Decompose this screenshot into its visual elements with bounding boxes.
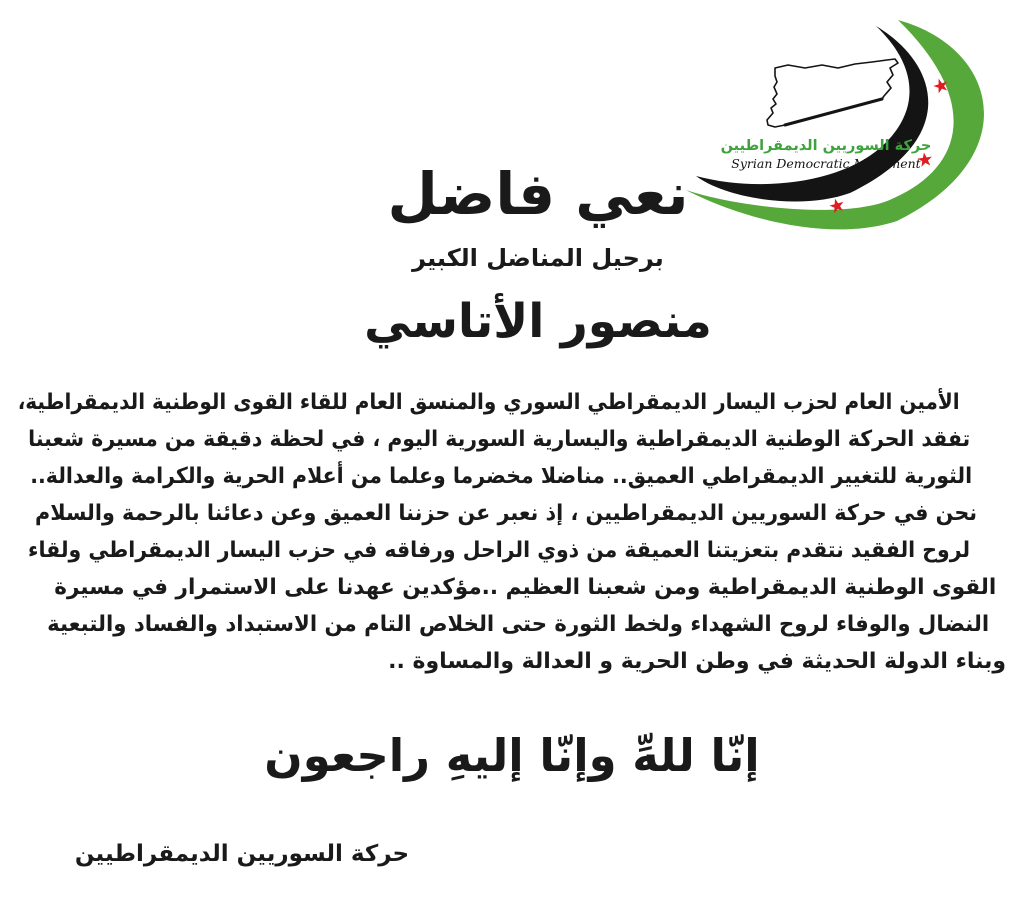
subtitle: برحيل المناضل الكبير xyxy=(412,244,664,272)
body-line: لروح الفقيد نتقدم بتعزيتنا العميقة من ذوي الراحل ورفاقه في حزب اليسار الديمقراطي ولقاء xyxy=(27,538,970,563)
body-line: النضال والوفاء لروح الشهداء ولخط الثورة حتى الخلاص التام من الاستبداد والفساد والتبعية xyxy=(46,612,989,637)
obituary-body xyxy=(17,384,1006,680)
body-line: تفقد الحركة الوطنية الديمقراطية واليسارية السورية اليوم ، في لحظة دقيقة من مسيرة شعبنا xyxy=(27,427,970,452)
body-line: القوى الوطنية الديمقراطية ومن شعبنا العظيم ..مؤكدين عهدنا على الاستمرار في مسيرة xyxy=(54,575,997,600)
signature: حركة السوريين الديمقراطيين xyxy=(74,841,410,867)
syria-map-icon xyxy=(767,59,898,127)
body-line: الثورية للتغيير الديمقراطي العميق.. مناضلا مخضرما وعلما من أعلام الحرية والكرامة والعدالة.. xyxy=(29,464,972,489)
body-line: نحن في حركة السوريين الديمقراطيين ، إذ نعبر عن حزننا العميق وعن دعائنا بالرحمة والسلام xyxy=(34,501,977,526)
syria-map-south-border xyxy=(785,99,882,125)
logo-arabic-name: حركة السوريين الديمقراطيين xyxy=(720,138,932,154)
logo-english-name: Syrian Democratic Movement xyxy=(731,156,921,171)
body-line: الأمين العام لحزب اليسار الديمقراطي السوري والمنسق العام للقاء القوى الوطنية الديمقراطية، xyxy=(17,390,960,415)
deceased-name: منصور الأتاسي xyxy=(364,294,712,349)
religious-phrase: إنّا للهِّ وإنّا إليهِ راجعون xyxy=(264,729,760,782)
page-title: نعي فاضل xyxy=(387,160,689,228)
body-line: وبناء الدولة الحديثة في وطن الحرية و العدالة والمساوة .. xyxy=(388,649,1006,674)
